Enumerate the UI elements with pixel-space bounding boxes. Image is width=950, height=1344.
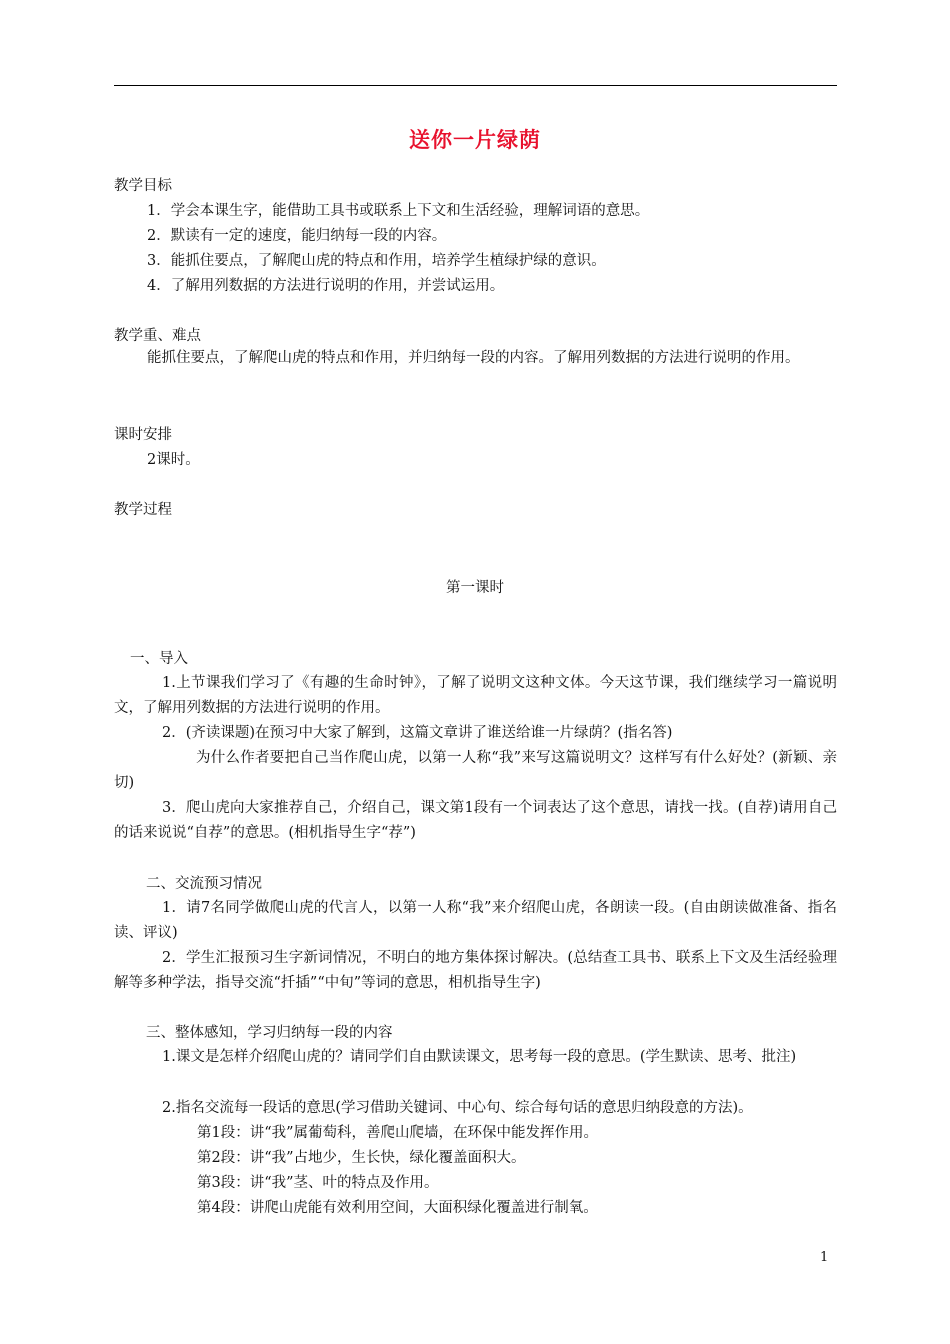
part1-paragraph-4: 3．爬山虎向大家推荐自己，介绍自己，课文第1段有一个词表达了这个意思，请找一找。(自荐)请用自己的话来说说“自荐”的意思。(相机指导生字“荐”) bbox=[114, 800, 837, 841]
part3-item-1: 第1段：讲“我”属葡萄科，善爬山爬墙，在环保中能发挥作用。 bbox=[197, 1125, 599, 1141]
header-rule bbox=[114, 85, 837, 86]
part3-item-4: 第4段：讲爬山虎能有效利用空间，大面积绿化覆盖进行制氧。 bbox=[197, 1200, 598, 1216]
section-heading-goals: 教学目标 bbox=[114, 178, 172, 194]
part3-paragraph-1: 1.课文是怎样介绍爬山虎的？请同学们自由默读课文，思考每一段的意思。(学生默读、思考、批注) bbox=[162, 1049, 797, 1065]
key-points-text: 能抓住要点，了解爬山虎的特点和作用，并归纳每一段的内容。了解用列数据的方法进行说明的作用。 bbox=[147, 350, 800, 366]
section-heading-schedule: 课时安排 bbox=[114, 427, 172, 443]
goal-item-4: 4．了解用列数据的方法进行说明的作用，并尝试运用。 bbox=[147, 278, 505, 294]
schedule-text: 2课时。 bbox=[147, 452, 200, 468]
section-heading-key-points: 教学重、难点 bbox=[114, 328, 201, 344]
part2-heading: 二、交流预习情况 bbox=[146, 876, 262, 892]
part2-paragraph-1: 1．请7名同学做爬山虎的代言人，以第一人称“我”来介绍爬山虎，各朗读一段。(自由朗读做准备、指名读、评议) bbox=[114, 900, 837, 941]
part1-paragraph-3: 为什么作者要把自己当作爬山虎，以第一人称“我”来写这篇说明文？这样写有什么好处？(新颖、亲切) bbox=[114, 750, 837, 791]
goal-item-3: 3．能抓住要点，了解爬山虎的特点和作用，培养学生植绿护绿的意识。 bbox=[147, 253, 606, 269]
goal-item-2: 2．默读有一定的速度，能归纳每一段的内容。 bbox=[147, 228, 447, 244]
part3-item-2: 第2段：讲“我”占地少，生长快，绿化覆盖面积大。 bbox=[197, 1150, 526, 1166]
part1-heading: 一、导入 bbox=[130, 651, 188, 667]
lesson-title: 第一课时 bbox=[446, 580, 504, 596]
part3-heading: 三、整体感知，学习归纳每一段的内容 bbox=[146, 1025, 393, 1041]
part3-item-3: 第3段：讲“我”茎、叶的特点及作用。 bbox=[197, 1175, 439, 1191]
part1-paragraph-2: 2．(齐读课题)在预习中大家了解到，这篇文章讲了谁送给谁一片绿荫？(指名答) bbox=[162, 725, 673, 741]
part1-paragraph-1: 1.上节课我们学习了《有趣的生命时钟》，了解了说明文这种文体。今天这节课，我们继续学习一篇说明文，了解用列数据的方法进行说明的作用。 bbox=[114, 675, 837, 716]
goal-item-1: 1．学会本课生字，能借助工具书或联系上下文和生活经验，理解词语的意思。 bbox=[147, 203, 650, 219]
document-title: 送你一片绿荫 bbox=[409, 127, 541, 152]
section-heading-process: 教学过程 bbox=[114, 502, 172, 518]
part3-paragraph-2: 2.指名交流每一段话的意思(学习借助关键词、中心句、综合每句话的意思归纳段意的方法)。 bbox=[162, 1100, 753, 1116]
page-number: 1 bbox=[820, 1250, 829, 1265]
part2-paragraph-2: 2．学生汇报预习生字新词情况，不明白的地方集体探讨解决。(总结查工具书、联系上下文及生活经验理解等多种学法，指导交流“扦插”“中旬”等词的意思，相机指导生字) bbox=[114, 950, 837, 991]
